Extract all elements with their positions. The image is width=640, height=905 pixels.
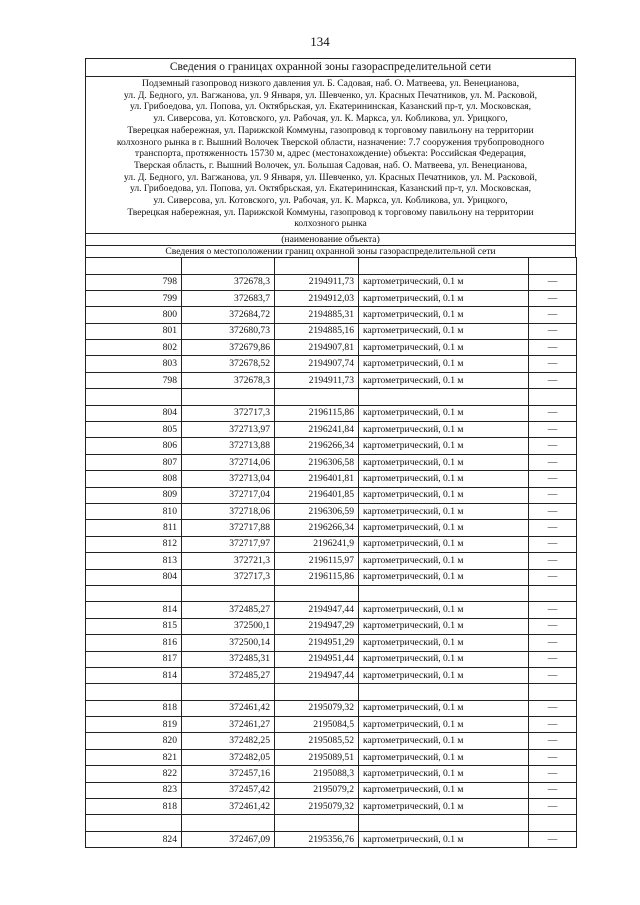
description-dash: — — [529, 667, 577, 683]
point-number: 814 — [86, 667, 182, 683]
description-line: Тверская область, г. Вышний Волочек, ул. Большая Садовая, наб. О. Матвеева, ул. Венецианова, — [134, 159, 527, 171]
point-number: 824 — [86, 831, 182, 847]
description-line: ул. Д. Бедного, ул. Вагжанова, ул. 9 Января, ул. Шевченко, ул. Красных Печатников, ул. М. Расковой, — [123, 89, 538, 101]
coord-x: 372713,04 — [182, 471, 275, 487]
coord-y: 2196241,84 — [275, 422, 359, 438]
method-accuracy: картометрический, 0.1 м — [359, 635, 529, 651]
method-accuracy: картометрический, 0.1 м — [359, 356, 529, 372]
coord-x: 372718,06 — [182, 504, 275, 520]
table-row — [86, 356, 577, 372]
coord-x: 372500,14 — [182, 635, 275, 651]
empty-cell — [529, 585, 577, 601]
table-row — [86, 733, 577, 749]
object-description — [85, 76, 576, 233]
point-number: 798 — [86, 372, 182, 388]
point-number: 809 — [86, 487, 182, 503]
method-accuracy: картометрический, 0.1 м — [359, 454, 529, 470]
coord-y: 2196401,81 — [275, 471, 359, 487]
coord-x: 372717,3 — [182, 569, 275, 585]
coord-y: 2196115,97 — [275, 553, 359, 569]
method-accuracy: картометрический, 0.1 м — [359, 733, 529, 749]
description-dash: — — [529, 799, 577, 815]
table-row — [86, 799, 577, 815]
table-row — [86, 831, 577, 847]
coord-x: 372461,42 — [182, 700, 275, 716]
point-number: 813 — [86, 553, 182, 569]
description-dash: — — [529, 274, 577, 290]
coord-x: 372482,05 — [182, 749, 275, 765]
description-dash: — — [529, 356, 577, 372]
description-dash: — — [529, 831, 577, 847]
coord-y: 2195084,5 — [275, 717, 359, 733]
method-accuracy: картометрический, 0.1 м — [359, 569, 529, 585]
coord-y: 2195088,3 — [275, 766, 359, 782]
method-accuracy: картометрический, 0.1 м — [359, 749, 529, 765]
point-number: 804 — [86, 405, 182, 421]
description-dash: — — [529, 717, 577, 733]
coord-x: 372461,27 — [182, 717, 275, 733]
coord-x: 372713,88 — [182, 438, 275, 454]
point-number: 823 — [86, 782, 182, 798]
point-number: 820 — [86, 733, 182, 749]
method-accuracy: картометрический, 0.1 м — [359, 504, 529, 520]
method-accuracy: картометрический, 0.1 м — [359, 487, 529, 503]
description-dash: — — [529, 520, 577, 536]
table-row — [86, 553, 577, 569]
description-line: ул. Сиверсова, ул. Котовского, ул. Рабочая, ул. К. Маркса, ул. Кобликова, ул. Урицкого, — [153, 113, 508, 125]
point-number: 812 — [86, 536, 182, 552]
table-row — [86, 782, 577, 798]
coord-y: 2194947,44 — [275, 602, 359, 618]
coord-y: 2194885,31 — [275, 307, 359, 323]
coord-x: 372717,97 — [182, 536, 275, 552]
coord-y: 2194907,81 — [275, 340, 359, 356]
method-accuracy: картометрический, 0.1 м — [359, 438, 529, 454]
description-dash: — — [529, 766, 577, 782]
empty-cell — [86, 389, 182, 405]
coord-y: 2194951,44 — [275, 651, 359, 667]
coord-y: 2194911,73 — [275, 372, 359, 388]
empty-cell — [182, 684, 275, 700]
empty-cell — [529, 258, 577, 274]
method-accuracy: картометрический, 0.1 м — [359, 290, 529, 306]
separator-row — [86, 815, 577, 831]
method-accuracy: картометрический, 0.1 м — [359, 274, 529, 290]
point-number: 818 — [86, 700, 182, 716]
coord-x: 372457,16 — [182, 766, 275, 782]
coord-x: 372721,3 — [182, 553, 275, 569]
empty-cell — [86, 815, 182, 831]
description-dash: — — [529, 651, 577, 667]
description-dash: — — [529, 504, 577, 520]
empty-cell — [529, 684, 577, 700]
table-row — [86, 618, 577, 634]
empty-cell — [275, 684, 359, 700]
coord-y: 2194947,44 — [275, 667, 359, 683]
table-row — [86, 667, 577, 683]
empty-cell — [86, 258, 182, 274]
table-row — [86, 290, 577, 306]
coord-y: 2196241,9 — [275, 536, 359, 552]
coord-y: 2196306,59 — [275, 504, 359, 520]
description-dash: — — [529, 602, 577, 618]
table-row — [86, 307, 577, 323]
point-number: 805 — [86, 422, 182, 438]
method-accuracy: картометрический, 0.1 м — [359, 372, 529, 388]
method-accuracy: картометрический, 0.1 м — [359, 667, 529, 683]
table-row — [86, 569, 577, 585]
method-accuracy: картометрический, 0.1 м — [359, 651, 529, 667]
table-row — [86, 422, 577, 438]
coord-x: 372717,88 — [182, 520, 275, 536]
coord-x: 372713,97 — [182, 422, 275, 438]
coord-x: 372457,42 — [182, 782, 275, 798]
separator-row — [86, 585, 577, 601]
description-dash: — — [529, 536, 577, 552]
method-accuracy: картометрический, 0.1 м — [359, 782, 529, 798]
table-row — [86, 602, 577, 618]
location-caption: Сведения о местоположении границ охранной зоны газораспределительной сети — [85, 245, 576, 257]
description-dash: — — [529, 454, 577, 470]
empty-cell — [86, 684, 182, 700]
coord-x: 372717,3 — [182, 405, 275, 421]
method-accuracy: картометрический, 0.1 м — [359, 536, 529, 552]
method-accuracy: картометрический, 0.1 м — [359, 700, 529, 716]
description-line: колхозного рынка в г. Вышний Волочек Тверской области, назначение: 7.7 сооружения трубопроводного — [116, 136, 545, 148]
description-dash: — — [529, 700, 577, 716]
empty-cell — [275, 585, 359, 601]
point-number: 801 — [86, 323, 182, 339]
coord-x: 372485,31 — [182, 651, 275, 667]
empty-cell — [275, 389, 359, 405]
coord-x: 372461,42 — [182, 799, 275, 815]
empty-cell — [86, 585, 182, 601]
table-row — [86, 766, 577, 782]
coord-y: 2196306,58 — [275, 454, 359, 470]
method-accuracy: картометрический, 0.1 м — [359, 471, 529, 487]
coord-y: 2195089,51 — [275, 749, 359, 765]
coord-y: 2195079,32 — [275, 700, 359, 716]
description-dash: — — [529, 635, 577, 651]
table-row — [86, 372, 577, 388]
coord-x: 372680,73 — [182, 323, 275, 339]
point-number: 804 — [86, 569, 182, 585]
description-line: Тверецкая набережная, ул. Парижской Коммуны, газопровод к торговому павильону на территории — [127, 124, 534, 136]
method-accuracy: картометрический, 0.1 м — [359, 405, 529, 421]
method-accuracy: картометрический, 0.1 м — [359, 717, 529, 733]
table-row — [86, 635, 577, 651]
page-number: 134 — [310, 34, 330, 49]
coord-y: 2195356,76 — [275, 831, 359, 847]
empty-cell — [359, 258, 529, 274]
coord-x: 372485,27 — [182, 667, 275, 683]
coord-x: 372678,52 — [182, 356, 275, 372]
description-dash: — — [529, 405, 577, 421]
separator-row — [86, 258, 577, 274]
empty-cell — [359, 585, 529, 601]
description-dash: — — [529, 749, 577, 765]
coord-y: 2196401,85 — [275, 487, 359, 503]
table-row — [86, 274, 577, 290]
table-row — [86, 651, 577, 667]
coord-y: 2196266,34 — [275, 438, 359, 454]
coord-y: 2195079,32 — [275, 799, 359, 815]
table-row — [86, 454, 577, 470]
description-dash: — — [529, 438, 577, 454]
description-dash: — — [529, 782, 577, 798]
description-dash: — — [529, 340, 577, 356]
point-number: 808 — [86, 471, 182, 487]
description-line: ул. Сиверсова, ул. Котовского, ул. Рабочая, ул. К. Маркса, ул. Кобликова, ул. Урицкого, — [153, 195, 508, 207]
table-row — [86, 405, 577, 421]
method-accuracy: картометрический, 0.1 м — [359, 323, 529, 339]
coord-x: 372679,86 — [182, 340, 275, 356]
method-accuracy: картометрический, 0.1 м — [359, 766, 529, 782]
empty-cell — [182, 585, 275, 601]
table-row — [86, 340, 577, 356]
point-number: 802 — [86, 340, 182, 356]
coord-y: 2196115,86 — [275, 569, 359, 585]
empty-cell — [182, 389, 275, 405]
coord-x: 372500,1 — [182, 618, 275, 634]
empty-cell — [529, 815, 577, 831]
method-accuracy: картометрический, 0.1 м — [359, 602, 529, 618]
table-row — [86, 323, 577, 339]
method-accuracy: картометрический, 0.1 м — [359, 799, 529, 815]
description-line: ул. Грибоедова, ул. Попова, ул. Октябрьская, ул. Екатерининская, Казанский пр-т, ул. Московская, — [129, 101, 532, 113]
empty-cell — [359, 389, 529, 405]
description-dash: — — [529, 569, 577, 585]
description-dash: — — [529, 553, 577, 569]
coord-x: 372683,7 — [182, 290, 275, 306]
point-number: 815 — [86, 618, 182, 634]
empty-cell — [359, 684, 529, 700]
description-line: Подземный газопровод низкого давления ул. Б. Садовая, наб. О. Матвеева, ул. Венецианова, — [142, 78, 519, 89]
description-dash: — — [529, 471, 577, 487]
table-row — [86, 471, 577, 487]
coord-x: 372714,06 — [182, 454, 275, 470]
coord-x: 372485,27 — [182, 602, 275, 618]
coord-y: 2194885,16 — [275, 323, 359, 339]
table-row — [86, 438, 577, 454]
empty-cell — [182, 258, 275, 274]
coord-x: 372684,72 — [182, 307, 275, 323]
document-body — [85, 58, 576, 848]
description-line: транспорта, протяженность 15730 м, адрес (местонахождение) объекта: Российская Федерация, — [134, 148, 527, 160]
point-number: 811 — [86, 520, 182, 536]
table-row — [86, 504, 577, 520]
coord-y: 2194907,74 — [275, 356, 359, 372]
description-dash: — — [529, 290, 577, 306]
description-dash: — — [529, 422, 577, 438]
separator-row — [86, 684, 577, 700]
method-accuracy: картометрический, 0.1 м — [359, 520, 529, 536]
coord-x: 372482,25 — [182, 733, 275, 749]
table-row — [86, 700, 577, 716]
table-row — [86, 749, 577, 765]
coordinates-table — [85, 257, 577, 848]
point-number: 818 — [86, 799, 182, 815]
coord-y: 2194947,29 — [275, 618, 359, 634]
description-line: ул. Грибоедова, ул. Попова, ул. Октябрьская, ул. Екатерининская, Казанский пр-т, ул. Московская, — [129, 183, 532, 195]
point-number: 807 — [86, 454, 182, 470]
table-row — [86, 536, 577, 552]
method-accuracy: картометрический, 0.1 м — [359, 422, 529, 438]
empty-cell — [182, 815, 275, 831]
point-number: 814 — [86, 602, 182, 618]
point-number: 817 — [86, 651, 182, 667]
method-accuracy: картометрический, 0.1 м — [359, 618, 529, 634]
coord-y: 2194951,29 — [275, 635, 359, 651]
coord-y: 2196266,34 — [275, 520, 359, 536]
coord-x: 372678,3 — [182, 372, 275, 388]
point-number: 803 — [86, 356, 182, 372]
coord-y: 2194912,03 — [275, 290, 359, 306]
object-name-caption: (наименование объекта) — [85, 233, 576, 245]
empty-cell — [275, 815, 359, 831]
method-accuracy: картометрический, 0.1 м — [359, 340, 529, 356]
empty-cell — [359, 815, 529, 831]
coord-y: 2195085,52 — [275, 733, 359, 749]
description-dash: — — [529, 307, 577, 323]
coord-x: 372717,04 — [182, 487, 275, 503]
empty-cell — [529, 389, 577, 405]
coord-x: 372678,3 — [182, 274, 275, 290]
table-row — [86, 520, 577, 536]
description-dash: — — [529, 733, 577, 749]
point-number: 810 — [86, 504, 182, 520]
section-title: Сведения о границах охранной зоны газораспределительной сети — [85, 58, 576, 76]
point-number: 816 — [86, 635, 182, 651]
coord-y: 2196115,86 — [275, 405, 359, 421]
coord-y: 2195079,2 — [275, 782, 359, 798]
method-accuracy: картометрический, 0.1 м — [359, 553, 529, 569]
point-number: 806 — [86, 438, 182, 454]
description-line: ул. Д. Бедного, ул. Вагжанова, ул. 9 Января, ул. Шевченко, ул. Красных Печатников, ул. М. Расковой, — [123, 171, 538, 183]
description-dash: — — [529, 323, 577, 339]
table-row — [86, 487, 577, 503]
description-dash: — — [529, 372, 577, 388]
description-line: Тверецкая набережная, ул. Парижской Коммуны, газопровод к торговому павильону на территории — [127, 206, 534, 218]
point-number: 821 — [86, 749, 182, 765]
coord-x: 372467,09 — [182, 831, 275, 847]
point-number: 822 — [86, 766, 182, 782]
point-number: 798 — [86, 274, 182, 290]
empty-cell — [275, 258, 359, 274]
point-number: 800 — [86, 307, 182, 323]
point-number: 799 — [86, 290, 182, 306]
description-dash: — — [529, 618, 577, 634]
description-line: колхозного рынка — [294, 218, 367, 230]
coord-y: 2194911,73 — [275, 274, 359, 290]
description-dash: — — [529, 487, 577, 503]
point-number: 819 — [86, 717, 182, 733]
method-accuracy: картометрический, 0.1 м — [359, 831, 529, 847]
separator-row — [86, 389, 577, 405]
method-accuracy: картометрический, 0.1 м — [359, 307, 529, 323]
table-row — [86, 717, 577, 733]
